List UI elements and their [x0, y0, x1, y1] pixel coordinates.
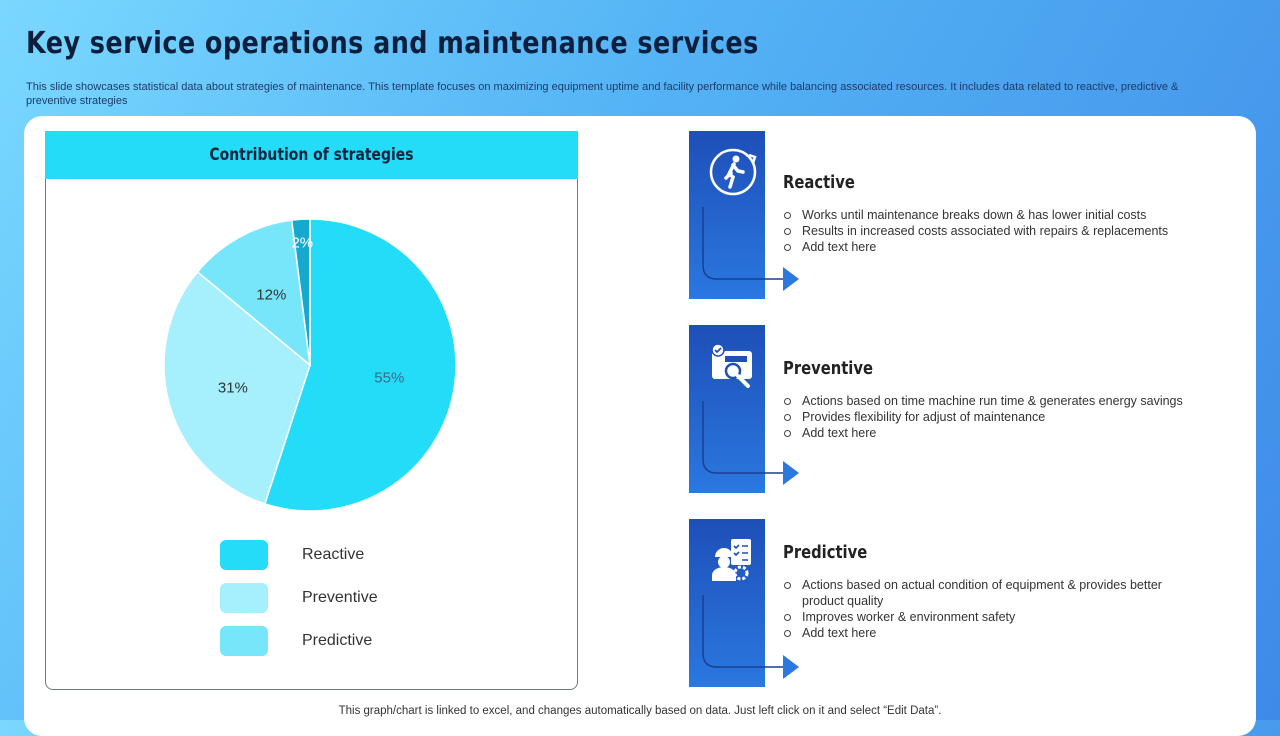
strategy-card-predictive: [689, 519, 765, 687]
legend-label: Predictive: [302, 632, 373, 649]
chart-header: [45, 131, 578, 179]
bullet-item: Add text here: [783, 425, 1203, 441]
legend-label: Reactive: [302, 546, 365, 563]
footer-note: This graph/chart is linked to excel, and changes automatically based on data. Just left click on it and select “Edit Data”.: [338, 705, 942, 717]
chart-title: Contribution of strategies: [209, 145, 414, 165]
bullet-item: Improves worker & environment safety: [783, 609, 1203, 625]
bullet-item: Add text here: [783, 625, 1203, 641]
walking-person-icon: [709, 147, 759, 197]
legend-swatch-preventive: [220, 583, 268, 613]
strategy-title-reactive: Reactive: [783, 172, 855, 193]
pie-data-label: 31%: [217, 379, 248, 397]
page-title: Key service operations and maintenance services: [26, 26, 759, 61]
legend-item-reactive: [220, 540, 365, 570]
bullet-item: Actions based on time machine run time & generates energy savings: [783, 393, 1203, 409]
legend-item-preventive: [220, 583, 378, 613]
legend-swatch-reactive: [220, 540, 268, 570]
pie-data-label: 55%: [374, 369, 405, 387]
bullet-item: Results in increased costs associated with repairs & replacements: [783, 223, 1203, 239]
pie-data-label: 12%: [256, 286, 287, 304]
strategy-title-predictive: Predictive: [783, 542, 868, 563]
strategy-card-reactive: [689, 131, 765, 299]
worker-checklist-icon: [709, 535, 759, 585]
security-check-icon: [709, 341, 759, 391]
strategy-card-preventive: [689, 325, 765, 493]
legend-label: Preventive: [302, 589, 378, 606]
pie-chart[interactable]: [150, 205, 470, 525]
legend-item-predictive: [220, 626, 373, 656]
strategy-bullets-predictive: [783, 577, 1203, 641]
pie-data-label: 2%: [291, 234, 314, 252]
page-subtitle: This slide showcases statistical data about strategies of maintenance. This template focuses on maximizing equipment uptime and facility performance while balancing associated resources. It includes data related to reactive, predictive & preventive strategies: [26, 81, 1179, 107]
strategy-bullets-preventive: [783, 393, 1203, 441]
bullet-item: Works until maintenance breaks down & has lower initial costs: [783, 207, 1203, 223]
bullet-item: Actions based on actual condition of equipment & provides better product quality: [783, 577, 1203, 609]
legend-swatch-predictive: [220, 626, 268, 656]
bullet-item: Provides flexibility for adjust of maintenance: [783, 409, 1203, 425]
bullet-item: Add text here: [783, 239, 1203, 255]
strategy-bullets-reactive: [783, 207, 1203, 255]
strategy-title-preventive: Preventive: [783, 358, 873, 379]
